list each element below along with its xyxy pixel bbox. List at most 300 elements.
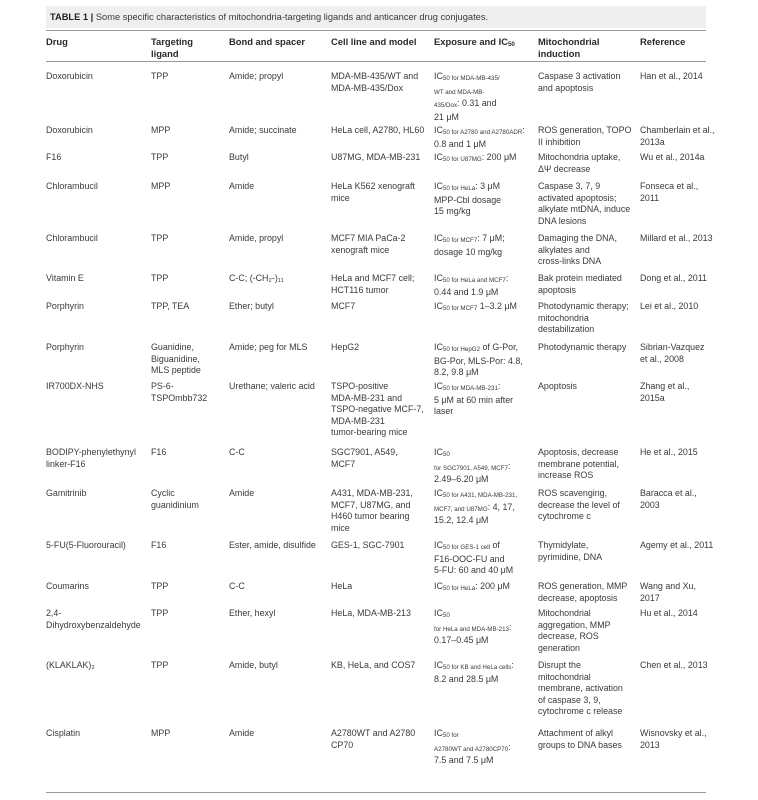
cell-line-cell-line: A2780WT and A2780: [331, 728, 416, 738]
bond-spacer-cell-line: Amide: [229, 728, 255, 738]
ic-value: :: [497, 381, 501, 391]
bond-spacer-cell-line: Amide; peg for MLS: [229, 342, 308, 352]
drug-cell: [46, 233, 146, 245]
mitochondrial-induction-cell-line: Damaging the DNA,: [538, 233, 617, 243]
exposure-ic50-cell: [434, 581, 536, 595]
ic-subscript: MCF7, and U87MG: [434, 505, 488, 513]
ic-subscript: 50 for A2780 and A2780ADR: [442, 129, 523, 136]
targeting-ligand-cell: [151, 488, 227, 511]
drug-cell: [46, 581, 146, 593]
cell-line-cell: [331, 233, 431, 256]
ic-label: IC: [434, 660, 443, 670]
mitochondrial-induction-cell-line: aggregation, MMP: [538, 619, 611, 630]
targeting-ligand-cell-line: MLS peptide: [151, 365, 201, 376]
exposure-ic50-cell: [434, 381, 536, 418]
bond-spacer-cell: [229, 273, 329, 285]
header-exposure-ic50: Exposure and IC50: [434, 36, 515, 48]
ic-label: IC: [434, 581, 443, 591]
mitochondrial-induction-cell-line: membrane, activation: [538, 683, 623, 694]
exposure-ic50-cell: [434, 728, 536, 767]
exposure-ic50-cell: [434, 181, 536, 218]
cell-line-cell-line: MCF7, U87MG, and: [331, 499, 411, 510]
ic-value: 1–3.2 μM: [477, 301, 517, 311]
ic-value: :: [507, 460, 511, 471]
mitochondrial-induction-cell-line: Bak protein mediated: [538, 273, 622, 283]
mitochondrial-induction-cell-line: mitochondria: [538, 312, 589, 323]
ic-subscript: 435/Dox: [434, 102, 458, 110]
targeting-ligand-cell-line: TPP: [151, 581, 169, 591]
reference-cell: [640, 342, 720, 365]
ic-value: 8.2 and 28.5 μM: [434, 673, 499, 684]
ic-label: IC: [434, 342, 443, 352]
ic-value: of G-Por,: [480, 342, 519, 352]
drug-cell: [46, 152, 146, 164]
drug-cell-line: linker-F16: [46, 458, 86, 469]
mitochondrial-induction-cell-line: Caspase 3, 7, 9: [538, 181, 601, 191]
mitochondrial-induction-cell-line: of caspase 3, 9,: [538, 694, 601, 705]
ic-value: laser: [434, 406, 454, 417]
ic-value: 2.49–6.20 μM: [434, 474, 489, 485]
cell-line-cell: [331, 728, 431, 751]
mitochondrial-induction-cell-line: mitochondrial: [538, 671, 591, 682]
targeting-ligand-cell: [151, 581, 227, 593]
drug-cell-line: Gamitrinib: [46, 488, 87, 498]
mitochondrial-induction-cell: [538, 125, 638, 148]
ic-subscript: 50 for: [442, 732, 459, 739]
targeting-ligand-cell-line: TPP: [151, 608, 169, 618]
cell-line-cell: [331, 71, 431, 94]
reference-cell: [640, 152, 720, 164]
bond-spacer-cell: [229, 728, 329, 740]
bond-spacer-cell: [229, 660, 329, 672]
targeting-ligand-cell-line: Guanidine,: [151, 342, 194, 352]
ic-label: IC: [434, 233, 443, 243]
bond-spacer-cell: [229, 71, 329, 83]
cell-line-cell-line: H460 tumor bearing: [331, 511, 410, 522]
targeting-ligand-cell-line: TPP: [151, 233, 169, 243]
reference-cell: [640, 181, 720, 204]
mitochondrial-induction-cell: [538, 728, 638, 751]
bond-spacer-cell: [229, 608, 329, 620]
mitochondrial-induction-cell-line: Disrupt the: [538, 660, 581, 670]
cell-line-cell: [331, 488, 431, 534]
reference-cell-line: Millard et al., 2013: [640, 233, 713, 243]
ic-subscript: 50 for A431, MDA-MB-231,: [442, 492, 518, 499]
cell-line-cell-line: TSPO-negative MCF-7,: [331, 404, 424, 415]
bond-spacer-cell: [229, 447, 329, 459]
bond-spacer-cell: [229, 181, 329, 193]
reference-cell-line: Dong et al., 2011: [640, 273, 707, 283]
targeting-ligand-cell-line: TSPOmbb732: [151, 392, 208, 403]
cell-line-cell-line: GES-1, SGC-7901: [331, 540, 405, 550]
bond-spacer-cell: [229, 381, 329, 393]
ic-subscript: 50 for HeLa: [442, 185, 476, 192]
targeting-ligand-cell-line: PS-6-: [151, 381, 174, 391]
header-drug: Drug: [46, 36, 68, 47]
targeting-ligand-cell-line: MPP: [151, 125, 171, 135]
ic-value: :: [522, 125, 525, 135]
reference-cell: [640, 273, 720, 285]
exposure-ic50-cell: [434, 660, 536, 685]
drug-cell-line: Cisplatin: [46, 728, 81, 738]
targeting-ligand-cell: [151, 71, 227, 83]
cell-line-cell-line: KB, HeLa, and COS7: [331, 660, 416, 670]
reference-cell-line: Agemy et al., 2011: [640, 540, 714, 550]
mitochondrial-induction-cell-line: Caspase 3 activation: [538, 71, 621, 81]
ic-value: :: [508, 621, 512, 632]
targeting-ligand-cell: [151, 342, 227, 377]
targeting-ligand-cell-line: TPP: [151, 660, 169, 670]
bond-spacer-cell-line: Amide: [229, 488, 255, 498]
reference-cell-line: Fonseca et al.,: [640, 181, 699, 191]
drug-cell: [46, 273, 146, 285]
ic-subscript: 50 for U87MG: [442, 156, 482, 163]
mitochondrial-induction-cell-line: increase ROS: [538, 470, 594, 481]
caption-text: Some specific characteristics of mitochondria-targeting ligands and anticancer drug conjugates.: [95, 12, 489, 22]
targeting-ligand-cell-line: guanidinium: [151, 499, 199, 510]
drug-cell-line: 5-FU(5-Fluorouracil): [46, 540, 126, 550]
drug-cell: [46, 660, 146, 672]
ic-value: : 3 μM: [475, 181, 501, 191]
ic-subscript: 50 for MCF7: [442, 237, 478, 244]
cell-line-cell-line: HeLa cell, A2780, HL60: [331, 125, 425, 135]
reference-cell-line: 2003: [640, 499, 660, 510]
bond-spacer-cell-line: Ether; butyl: [229, 301, 274, 311]
ic-value: 0.44 and 1.9 μM: [434, 286, 499, 297]
mitochondrial-induction-cell-line: Apoptosis, decrease: [538, 447, 619, 457]
reference-cell-line: Chen et al., 2013: [640, 660, 708, 670]
reference-cell: [640, 125, 720, 148]
ic-value: BG-Por, MLS-Por: 4.8,: [434, 355, 523, 366]
targeting-ligand-cell: [151, 125, 227, 137]
drug-cell-line: Coumarins: [46, 581, 89, 591]
cell-line-cell-line: MDA-MB-435/Dox: [331, 82, 404, 93]
cell-line-cell-line: mice: [331, 522, 350, 533]
drug-cell-line: BODIPY-phenylethynyl: [46, 447, 136, 457]
ic-label: IC: [434, 301, 443, 311]
reference-cell-line: 2015a: [640, 392, 665, 403]
header-reference: Reference: [640, 36, 686, 47]
mitochondrial-induction-cell-line: alkylate mtDNA, induce: [538, 204, 631, 215]
caption-label: TABLE 1 |: [50, 12, 94, 22]
targeting-ligand-cell: [151, 233, 227, 245]
reference-cell: [640, 488, 720, 511]
drug-cell: [46, 728, 146, 740]
ic-subscript: 50 for MCF7: [442, 305, 478, 312]
ic-subscript: A2780WT and A2780CP70: [434, 745, 509, 753]
mitochondrial-induction-cell: [538, 447, 638, 482]
cell-line-cell-line: HeLa, MDA-MB-213: [331, 608, 411, 618]
drug-cell-line: Doxorubicin: [46, 71, 93, 81]
header-bond-spacer: Bond and spacer: [229, 36, 306, 47]
mitochondrial-induction-cell-line: Photodynamic therapy: [538, 342, 627, 352]
drug-cell-line: (KLAKLAK)₂: [46, 660, 95, 670]
bond-spacer-cell: [229, 342, 329, 354]
mitochondrial-induction-cell-line: DNA lesions: [538, 215, 587, 226]
targeting-ligand-cell-line: Cyclic: [151, 488, 175, 498]
bond-spacer-cell-line: Amide: [229, 181, 255, 191]
mitochondrial-induction-cell-line: decrease, apoptosis: [538, 592, 618, 603]
mitochondrial-induction-cell: [538, 581, 638, 604]
ic-label: IC: [434, 447, 443, 457]
header-cell-line: Cell line and model: [331, 36, 417, 47]
targeting-ligand-cell: [151, 728, 227, 740]
ic-label: IC: [434, 488, 443, 498]
targeting-ligand-cell-line: TPP: [151, 71, 169, 81]
exposure-ic50-cell: [434, 125, 536, 150]
drug-cell-line: IR700DX-NHS: [46, 381, 104, 391]
mitochondrial-induction-cell-line: ROS generation, TOPO: [538, 125, 632, 135]
ic-label: IC: [434, 273, 443, 283]
bond-spacer-cell-line: Butyl: [229, 152, 249, 162]
ic-subscript: for HeLa and MDA-MB-213: [434, 625, 509, 633]
ic-value: 8.2, 9.8 μM: [434, 367, 479, 378]
ic-value: dosage 10 mg/kg: [434, 246, 503, 257]
mitochondrial-induction-cell-line: groups to DNA bases: [538, 739, 622, 750]
exposure-ic50-cell: [434, 273, 536, 298]
reference-cell-line: Zhang et al.,: [640, 381, 690, 391]
reference-cell-line: et al., 2008: [640, 353, 684, 364]
targeting-ligand-cell-line: TPP, TEA: [151, 301, 190, 311]
bond-spacer-cell: [229, 233, 329, 245]
mitochondrial-induction-cell-line: alkylates and: [538, 244, 590, 255]
reference-cell: [640, 301, 720, 313]
ic-value: : 0.31 and: [457, 98, 497, 109]
cell-line-cell-line: SGC7901, A549,: [331, 447, 398, 457]
mitochondrial-induction-cell-line: cytochrome c release: [538, 706, 623, 717]
reference-cell: [640, 581, 720, 604]
targeting-ligand-cell: [151, 381, 227, 404]
mitochondrial-induction-cell-line: cross-links DNA: [538, 256, 602, 267]
ic-value: MPP-Cbl dosage: [434, 194, 502, 205]
ic-value: :: [508, 741, 511, 752]
reference-cell: [640, 233, 720, 245]
cell-line-cell-line: MDA-MB-435/WT and: [331, 71, 419, 81]
mitochondrial-induction-cell-line: and apoptosis: [538, 82, 594, 93]
ic-subscript: 50 for HeLa and MCF7: [442, 277, 506, 284]
cell-line-cell: [331, 342, 431, 354]
ic-value: : 200 μM: [481, 152, 517, 162]
cell-line-cell-line: CP70: [331, 739, 354, 750]
targeting-ligand-cell-line: F16: [151, 540, 167, 550]
cell-line-cell: [331, 181, 431, 204]
ic-value: : 4, 17,: [487, 501, 515, 512]
drug-cell: [46, 608, 146, 631]
mitochondrial-induction-cell-line: destabilization: [538, 324, 595, 335]
exposure-ic50-cell: [434, 71, 536, 123]
targeting-ligand-cell: [151, 273, 227, 285]
bond-spacer-cell-line: Amide; succinate: [229, 125, 297, 135]
cell-line-cell-line: mice: [331, 192, 350, 203]
reference-cell-line: Lei et al., 2010: [640, 301, 699, 311]
bond-spacer-cell: [229, 125, 329, 137]
reference-cell: [640, 447, 720, 459]
ic-subscript: WT and MDA-MB-: [434, 88, 485, 96]
targeting-ligand-cell-line: Biguanidine,: [151, 353, 200, 364]
ic-subscript: 50 for GES-1 cell: [442, 544, 490, 551]
bottom-rule: [46, 792, 706, 793]
drug-cell-line: Porphyrin: [46, 342, 84, 352]
targeting-ligand-cell-line: TPP: [151, 273, 169, 283]
mitochondrial-induction-cell-line: cytochrome c: [538, 511, 591, 522]
targeting-ligand-cell: [151, 447, 227, 459]
bond-spacer-cell-line: C-C; (-CH₂-)₁₁: [229, 273, 284, 283]
bond-spacer-cell: [229, 581, 329, 593]
reference-cell: [640, 660, 720, 672]
drug-cell: [46, 540, 146, 552]
cell-line-cell-line: HeLa and MCF7 cell;: [331, 273, 415, 283]
bond-spacer-cell-line: Ester, amide, disulfide: [229, 540, 316, 550]
reference-cell-line: 2013a: [640, 136, 665, 147]
ic-value: 5-FU: 60 and 40 μM: [434, 565, 514, 576]
targeting-ligand-cell-line: MPP: [151, 728, 171, 738]
ic-value: : 200 μM: [475, 581, 510, 591]
cell-line-cell-line: tumor-bearing mice: [331, 427, 408, 438]
targeting-ligand-cell: [151, 301, 227, 313]
drug-cell-line: 2,4-: [46, 608, 62, 618]
mitochondrial-induction-cell-line: Apoptosis: [538, 381, 577, 391]
drug-cell: [46, 301, 146, 313]
ic-subscript: 50: [442, 612, 450, 619]
header-targeting-ligand: Targeting ligand: [151, 36, 194, 59]
cell-line-cell-line: MCF7 MIA PaCa-2: [331, 233, 406, 243]
reference-cell-line: He et al., 2015: [640, 447, 698, 457]
targeting-ligand-cell-line: MPP: [151, 181, 171, 191]
exposure-ic50-cell: [434, 608, 536, 647]
bond-spacer-cell-line: Ether, hexyl: [229, 608, 276, 618]
ic-label: IC: [434, 540, 443, 550]
cell-line-cell-line: HepG2: [331, 342, 360, 352]
exposure-ic50-cell: [434, 447, 536, 486]
reference-cell-line: Chamberlain et al.,: [640, 125, 715, 135]
cell-line-cell-line: MDA-MB-231 and: [331, 392, 403, 403]
header-rule: [46, 61, 706, 62]
reference-cell: [640, 540, 720, 552]
targeting-ligand-cell: [151, 608, 227, 620]
reference-cell-line: Wang and Xu,: [640, 581, 696, 591]
ic-value: :: [511, 660, 514, 670]
cell-line-cell: [331, 125, 431, 137]
cell-line-cell-line: MCF7: [331, 458, 356, 469]
drug-cell-line: Doxorubicin: [46, 125, 93, 135]
ic-value: of: [490, 540, 500, 550]
drug-cell-line: Chlorambucil: [46, 233, 98, 243]
reference-cell: [640, 381, 720, 404]
mitochondrial-induction-cell-line: Photodynamic therapy;: [538, 301, 629, 311]
exposure-ic50-cell: [434, 301, 536, 315]
exposure-ic50-cell: [434, 342, 536, 379]
exposure-ic50-cell: [434, 152, 536, 166]
drug-cell: [46, 381, 146, 393]
drug-cell-line: Vitamin E: [46, 273, 84, 283]
cell-line-cell-line: MCF7: [331, 301, 356, 311]
ic-value: 0.17–0.45 μM: [434, 635, 489, 646]
mitochondrial-induction-cell-line: II inhibition: [538, 136, 581, 147]
bond-spacer-cell: [229, 540, 329, 552]
mitochondrial-induction-cell: [538, 381, 638, 393]
drug-cell: [46, 181, 146, 193]
mitochondrial-induction-cell-line: Attachment of alkyl: [538, 728, 613, 738]
ic-value: 15.2, 12.4 μM: [434, 515, 489, 526]
ic-value: : 7 μM;: [477, 233, 505, 243]
ic-label: IC: [434, 381, 443, 391]
targeting-ligand-cell: [151, 181, 227, 193]
ic-subscript: 50 for MDA-MB-231: [442, 385, 498, 392]
ic-value: :: [505, 273, 509, 283]
reference-cell-line: Wisnovsky et al.,: [640, 728, 707, 738]
cell-line-cell-line: HeLa K562 xenograft: [331, 181, 415, 191]
ic-subscript: 50 for HepG2: [442, 346, 481, 353]
cell-line-cell: [331, 152, 431, 164]
mitochondrial-induction-cell-line: activated apoptosis;: [538, 192, 617, 203]
mitochondrial-induction-cell: [538, 540, 638, 563]
ic-value: 21 μM: [434, 111, 459, 122]
bond-spacer-cell: [229, 488, 329, 500]
cell-line-cell: [331, 447, 431, 470]
mitochondrial-induction-cell: [538, 71, 638, 94]
targeting-ligand-cell-line: F16: [151, 447, 167, 457]
reference-cell-line: 2017: [640, 592, 660, 603]
ic-label: IC: [434, 152, 443, 162]
ic-value: F16-OOC-FU and: [434, 553, 505, 564]
ic-subscript: 50 for HeLa: [442, 585, 476, 592]
ic-value: 5 μM at 60 min after: [434, 394, 514, 405]
cell-line-cell-line: A431, MDA-MB-231,: [331, 488, 413, 498]
mitochondrial-induction-cell: [538, 181, 638, 227]
cell-line-cell-line: HeLa: [331, 581, 353, 591]
drug-cell-line: F16: [46, 152, 62, 162]
ic-value: 15 mg/kg: [434, 206, 471, 217]
cell-line-cell-line: U87MG, MDA-MB-231: [331, 152, 421, 162]
ic-value: 7.5 and 7.5 μM: [434, 755, 494, 766]
reference-cell-line: Sibrian-Vazquez: [640, 342, 705, 352]
cell-line-cell-line: xenograft mice: [331, 244, 390, 255]
drug-cell-line: Chlorambucil: [46, 181, 98, 191]
mitochondrial-induction-cell: [538, 608, 638, 654]
cell-line-cell: [331, 381, 431, 439]
ic-label: IC: [434, 71, 443, 81]
table-caption: [46, 6, 706, 28]
mitochondrial-induction-cell-line: Mitochondrial: [538, 608, 591, 618]
ic-subscript: for SGC7901, A549, MCF7: [434, 464, 508, 472]
cell-line-cell: [331, 301, 431, 313]
targeting-ligand-cell: [151, 660, 227, 672]
mitochondrial-induction-cell: [538, 488, 638, 523]
reference-cell-line: Baracca et al.,: [640, 488, 697, 498]
mitochondrial-induction-cell-line: ROS generation, MMP: [538, 581, 628, 591]
reference-cell: [640, 728, 720, 751]
exposure-ic50-cell: [434, 233, 536, 258]
reference-cell-line: Han et al., 2014: [640, 71, 703, 81]
ic-label: IC: [434, 608, 443, 618]
ic-value: 0.8 and 1 μM: [434, 138, 486, 149]
mitochondrial-induction-cell-line: generation: [538, 642, 580, 653]
drug-cell: [46, 71, 146, 83]
ic-label: IC: [434, 728, 443, 738]
reference-cell-line: Hu et al., 2014: [640, 608, 698, 618]
bond-spacer-cell: [229, 152, 329, 164]
mitochondrial-induction-cell: [538, 273, 638, 296]
drug-cell-line: Porphyrin: [46, 301, 84, 311]
bond-spacer-cell-line: C-C: [229, 447, 245, 457]
targeting-ligand-cell: [151, 540, 227, 552]
drug-cell: [46, 488, 146, 500]
bond-spacer-cell-line: Amide, propyl: [229, 233, 284, 243]
cell-line-cell-line: TSPO-positive: [331, 381, 389, 391]
mitochondrial-induction-cell: [538, 152, 638, 175]
ic-subscript: 50 for KB and HeLa cells: [442, 664, 512, 671]
mitochondrial-induction-cell-line: pyrimidine, DNA: [538, 551, 603, 562]
